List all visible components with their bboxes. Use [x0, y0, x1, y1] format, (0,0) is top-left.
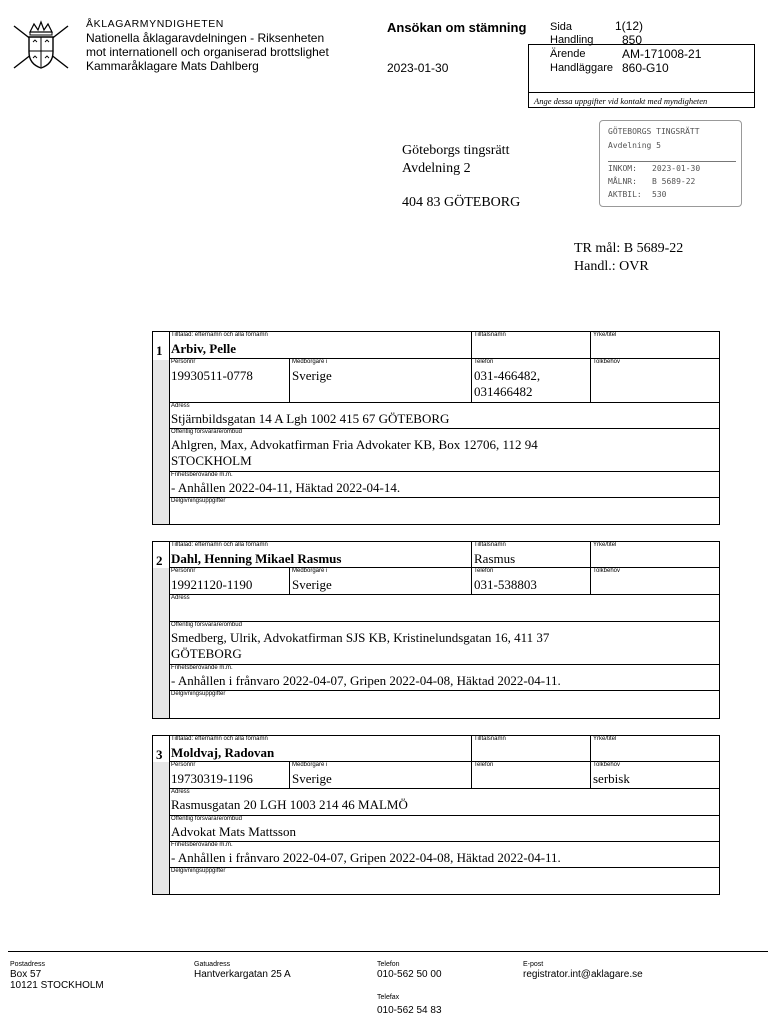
counsel-cell [169, 429, 719, 472]
personnr-label: Personnr [171, 762, 196, 768]
service-cell [169, 498, 719, 522]
handler-code: Handl.: OVR [574, 259, 649, 274]
counsel-cell [169, 816, 719, 842]
case-reference [574, 240, 683, 276]
citizen-cell [289, 568, 471, 595]
stamp-divider [608, 161, 736, 162]
defendant-block-1 [152, 331, 720, 525]
address-cell [169, 595, 719, 622]
citizen-label: Medborgare i [292, 359, 328, 365]
defendant-citizen: Sverige [292, 577, 332, 592]
phone-label: Telefon [474, 359, 494, 365]
defendant-callname: Rasmus [474, 551, 516, 566]
personnr-cell [169, 359, 289, 403]
footer-postal-address [10, 961, 104, 991]
authority-header [86, 18, 376, 73]
defendant-counsel-line-2: GÖTEBORG [171, 646, 242, 661]
title-label: Yrke/titel [593, 542, 617, 548]
meta-divider [528, 92, 755, 93]
defendant-citizen: Sverige [292, 368, 332, 383]
recipient-address [402, 142, 520, 212]
service-label: Delgivningsuppgifter [171, 868, 226, 874]
defendant-counsel-line-1: Advokat Mats Mattsson [171, 824, 296, 839]
callname-cell [471, 542, 590, 568]
phone-cell [471, 762, 590, 789]
prosecutor-name: Kammaråklagare Mats Dahlberg [86, 59, 259, 73]
name-cell [169, 736, 471, 762]
interpreter-cell [590, 568, 719, 595]
personnr-label: Personnr [171, 359, 196, 365]
handling-value: 850 [622, 33, 643, 47]
citizen-label: Medborgare i [292, 762, 328, 768]
defendant-phone-1: 031-466482, [474, 368, 541, 383]
service-label: Delgivningsuppgifter [171, 498, 226, 504]
citizen-label: Medborgare i [292, 568, 328, 574]
custody-label: Frihetsberövande m.m. [171, 665, 233, 671]
postadress-label: Postadress [10, 961, 46, 968]
gatuadress-label: Gatuadress [194, 961, 231, 968]
sida-value: 1(12) [615, 19, 644, 33]
defendant-name: Moldvaj, Radovan [171, 745, 275, 760]
stamp-court: GÖTEBORGS TINGSRÄTT [608, 127, 700, 136]
footer-street-address [194, 961, 291, 980]
service-cell [169, 691, 719, 716]
defendant-personnr: 19730319-1196 [171, 771, 253, 786]
arende-value: AM-171008-21 [622, 47, 702, 61]
unit-line-1: Nationella åklagaravdelningen - Riksenheten [86, 31, 325, 45]
document-date: 2023-01-30 [387, 61, 449, 75]
defendant-number-column [153, 736, 170, 894]
callname-cell [471, 736, 590, 762]
arende-label: Ärende [550, 48, 586, 60]
name-label: Tilltalad: efternamn och alla förnamn [171, 736, 268, 742]
custody-cell [169, 472, 719, 498]
meta-contact-note: Ange dessa uppgifter vid kontakt med myndigheten [534, 96, 708, 106]
interpreter-label: Tolkbehov [593, 762, 621, 768]
stamp-division: Avdelning 5 [608, 141, 661, 150]
title-cell [590, 542, 719, 568]
phone-cell [471, 359, 590, 403]
defendant-number-column [153, 542, 170, 718]
defendant-name: Dahl, Henning Mikael Rasmus [171, 551, 342, 566]
custody-cell [169, 842, 719, 868]
name-cell [169, 542, 471, 568]
defendant-number: 2 [156, 553, 163, 568]
footer-email [523, 961, 643, 980]
telefon-label: Telefon [377, 961, 400, 968]
defendant-personnr: 19930511-0778 [171, 368, 253, 383]
defendant-number-column [153, 332, 170, 524]
address-label: Adress [171, 789, 190, 795]
callname-cell [471, 332, 590, 359]
phone-label: Telefon [474, 568, 494, 574]
postadress-line-1: Box 57 [10, 969, 42, 980]
interpreter-cell [590, 359, 719, 403]
handlaggare-value: 860-G10 [622, 61, 669, 75]
document-title: Ansökan om stämning [387, 20, 527, 35]
footer-phone [377, 961, 442, 1016]
defendant-name: Arbiv, Pelle [171, 341, 236, 356]
recipient-postal: 404 83 GÖTEBORG [402, 195, 521, 210]
defendant-number: 1 [156, 343, 163, 358]
service-label: Delgivningsuppgifter [171, 691, 226, 697]
defendant-custody: - Anhållen i frånvaro 2022-04-07, Gripen 2022-04-08, Häktad 2022-04-11. [171, 850, 561, 865]
citizen-cell [289, 762, 471, 789]
epost-value[interactable]: registrator.int@aklagare.se [523, 969, 643, 980]
phone-cell [471, 568, 590, 595]
coat-of-arms-logo [8, 18, 74, 74]
custody-label: Frihetsberövande m.m. [171, 842, 233, 848]
title-cell [590, 332, 719, 359]
court-received-stamp [599, 120, 742, 207]
stamp-malnr-label: MÅLNR: [608, 177, 637, 186]
custody-cell [169, 665, 719, 691]
postadress-line-2: 10121 STOCKHOLM [10, 980, 104, 991]
recipient-court: Göteborgs tingsrätt [402, 143, 510, 158]
name-label: Tilltalad: efternamn och alla förnamn [171, 542, 268, 548]
defendant-custody: - Anhållen i frånvaro 2022-04-07, Gripen 2022-04-08, Häktad 2022-04-11. [171, 673, 561, 688]
defendant-phone-1: 031-538803 [474, 577, 537, 592]
stamp-inkom-label: INKOM: [608, 164, 637, 173]
counsel-label: Offentlig försvarare/ombud [171, 429, 242, 435]
stamp-inkom-value: 2023-01-30 [652, 164, 701, 173]
stamp-aktbil-label: AKTBIL: [608, 190, 642, 199]
defendant-personnr: 19921120-1190 [171, 577, 253, 592]
defendant-counsel-line-1: Smedberg, Ulrik, Advokatfirman SJS KB, Kristinelundsgatan 16, 411 37 [171, 630, 550, 645]
recipient-division: Avdelning 2 [402, 161, 471, 176]
defendant-citizen: Sverige [292, 771, 332, 786]
tr-case-number: TR mål: B 5689-22 [574, 241, 684, 256]
personnr-cell [169, 568, 289, 595]
counsel-cell [169, 622, 719, 665]
interpreter-cell [590, 762, 719, 789]
epost-label: E-post [523, 961, 544, 968]
defendant-interpreter: serbisk [593, 771, 630, 786]
defendant-phone-2: 031466482 [474, 384, 533, 399]
title-label: Yrke/titel [593, 736, 617, 742]
name-label: Tilltalad: efternamn och alla förnamn [171, 332, 268, 338]
name-cell [169, 332, 471, 359]
gatuadress-value: Hantverkargatan 25 A [194, 969, 291, 980]
handlaggare-label: Handläggare [550, 62, 613, 74]
callname-label: Tilltalsnamn [474, 332, 506, 338]
address-cell [169, 403, 719, 429]
citizen-cell [289, 359, 471, 403]
personnr-label: Personnr [171, 568, 196, 574]
unit-line-2: mot internationell och organiserad brottslighet [86, 45, 329, 59]
defendant-counsel-line-1: Ahlgren, Max, Advokatfirman Fria Advokater KB, Box 12706, 112 94 [171, 437, 538, 452]
address-label: Adress [171, 403, 190, 409]
defendant-block-2 [152, 541, 720, 719]
number-column-shade [153, 568, 169, 718]
number-column-shade [153, 762, 169, 894]
stamp-aktbil-value: 530 [652, 190, 667, 199]
sida-label: Sida [550, 21, 573, 33]
custody-label: Frihetsberövande m.m. [171, 472, 233, 478]
stamp-malnr-value: B 5689-22 [652, 177, 696, 186]
defendant-block-3 [152, 735, 720, 895]
callname-label: Tilltalsnamn [474, 736, 506, 742]
defendant-custody: - Anhållen 2022-04-11, Häktad 2022-04-14. [171, 480, 401, 495]
phone-label: Telefon [474, 762, 494, 768]
service-cell [169, 868, 719, 892]
personnr-cell [169, 762, 289, 789]
interpreter-label: Tolkbehov [593, 359, 621, 365]
number-column-shade [153, 360, 169, 524]
defendant-address: Rasmusgatan 20 LGH 1003 214 46 MALMÖ [171, 797, 408, 812]
telefon-value: 010-562 50 00 [377, 969, 442, 980]
interpreter-label: Tolkbehov [593, 568, 621, 574]
defendant-address: Stjärnbildsgatan 14 A Lgh 1002 415 67 GÖTEBORG [171, 411, 450, 426]
handling-label: Handling [550, 34, 594, 46]
callname-label: Tilltalsnamn [474, 542, 506, 548]
defendant-counsel-line-2: STOCKHOLM [171, 453, 252, 468]
telefax-label: Telefax [377, 994, 400, 1001]
authority-name: ÅKLAGARMYNDIGHETEN [86, 18, 224, 30]
address-cell [169, 789, 719, 816]
address-label: Adress [171, 595, 190, 601]
counsel-label: Offentlig försvarare/ombud [171, 816, 242, 822]
footer-divider [8, 951, 768, 952]
title-label: Yrke/titel [593, 332, 617, 338]
title-cell [590, 736, 719, 762]
telefax-value: 010-562 54 83 [377, 1005, 442, 1016]
defendant-number: 3 [156, 747, 163, 762]
counsel-label: Offentlig försvarare/ombud [171, 622, 242, 628]
